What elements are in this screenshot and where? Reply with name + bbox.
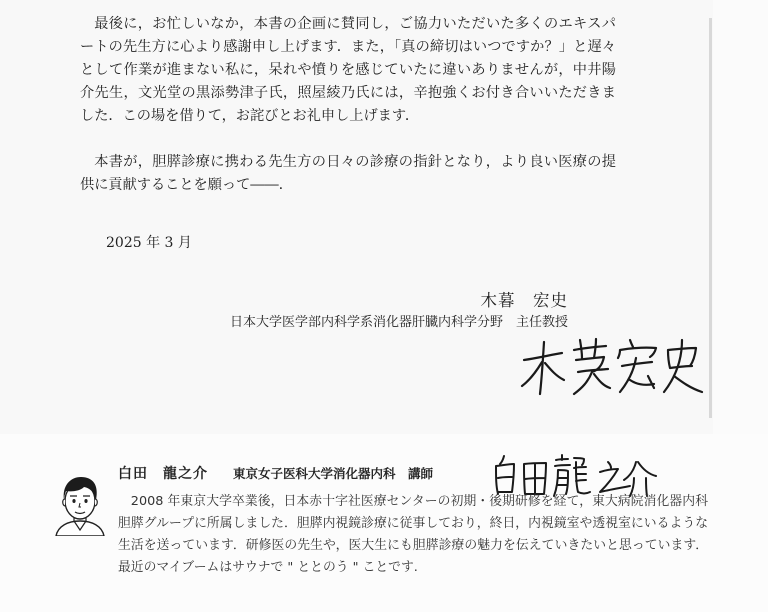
author-signature bbox=[518, 336, 704, 398]
preface-date: 2025 年 3 月 bbox=[106, 235, 192, 251]
bio-description: 2008 年東京大学卒業後，日本赤十字社医療センターの初期・後期研修を経て，東大病院消化器内科胆膵グループに所属しました．胆膵内視鏡診療に従事しており，終日，内視鏡室や透視室にいるような生活を送っています．研修医の先生や，医大生にも胆膵診療の魅力を伝えていきたいと思っています．最近のマイブームはサウナで " ととのう " ことです. bbox=[118, 494, 708, 575]
author-affiliation: 日本大学医学部内科学系消化器肝臓内科学分野 主任教授 bbox=[229, 315, 568, 330]
preface-paragraph-1: 最後に，お忙しいなか，本書の企画に賛同し，ご協力いただいた多くのエキスパートの先生方に心より感謝申し上げます．また，「真の締切はいつですか？」と遅々として作業が進まない私に，呆れや憤りを感じていたに違いありませんが，中井陽介先生，文光堂の黒添勢津子氏，照屋綾乃氏には，辛抱強くお付き合いいただきました．この場を借りて，お詫びとお礼申し上げます． bbox=[80, 16, 616, 124]
author-name: 木暮 宏史 bbox=[480, 291, 568, 310]
page-gutter-shadow bbox=[709, 18, 712, 418]
bio-author-affiliation: 東京女子医科大学消化器内科 講師 bbox=[233, 466, 434, 481]
bio-author-name: 白田 龍之介 bbox=[118, 466, 208, 482]
preface-paragraph-2: 本書が，胆膵診療に携わる先生方の日々の診療の指針となり，より良い医療の提供に貢献することを願って――. bbox=[80, 154, 616, 193]
author-avatar bbox=[54, 474, 106, 536]
